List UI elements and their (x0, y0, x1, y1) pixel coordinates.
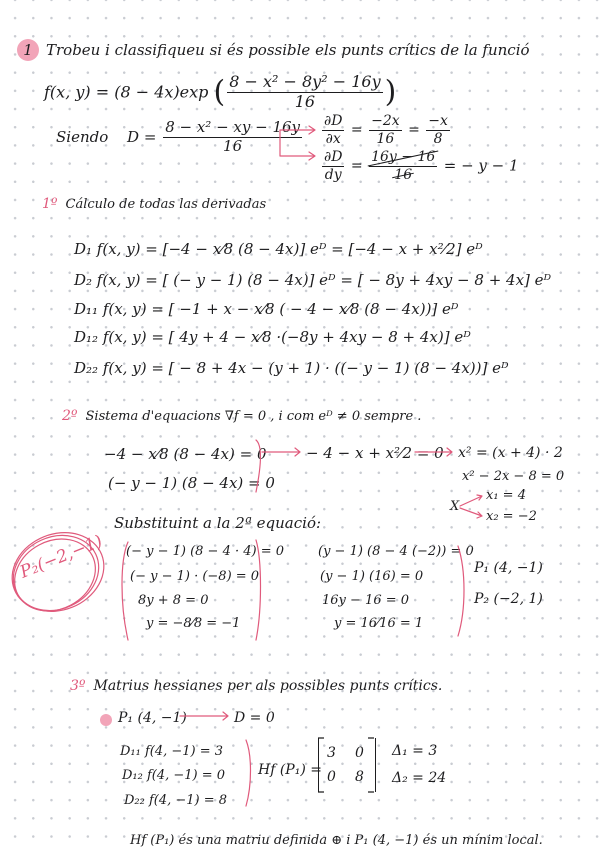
roots-x: X (450, 499, 460, 514)
step-1-heading: 1º Cálculo de todas las derivadas (42, 196, 267, 212)
arrow-system-to-mid (262, 448, 300, 456)
subst-right-1: (y − 1) (8 − 4 (−2)) = 0 (318, 544, 474, 559)
delta-1: Δ₁ = 3 (392, 743, 438, 759)
system-eq-1: −4 − x⁄8 (8 − 4x) = 0 (104, 445, 267, 463)
hessian-label: Hf (P₁) = (258, 762, 322, 778)
step-2-heading: 2º Sistema d'equacions ∇f = 0 , i com eᴰ ≠ 0 sempre . (62, 408, 422, 424)
subst-right-4: y = 16⁄16 = 1 (334, 616, 424, 631)
derivative-d12: D₁₂ f(x, y) = [ 4y + 4 − x⁄8 ·(−8y + 4xy − 8 + 4x)] eᴰ (74, 328, 471, 346)
partial-d-y: $\frac{\partial D}{dy}$ = $\frac{16y - 16}{16}$ = − y − 1 (324, 149, 519, 183)
arrow-x1 (460, 495, 482, 506)
root-x2: x₂ = −2 (486, 509, 537, 524)
hess-d12: D₁₂ f(4, −1) = 0 (122, 768, 226, 783)
hess-d-value: D = 0 (234, 710, 275, 726)
subst-right-2: (y − 1) (16) = 0 (320, 569, 424, 584)
arrow-x2 (460, 508, 482, 518)
subst-left-3: 8y + 8 = 0 (138, 593, 209, 608)
matrix-11: 3 (327, 745, 336, 761)
bracket-points (458, 546, 464, 636)
system-r1: x² = (x + 4) · 2 (458, 445, 563, 461)
problem-number-badge: 1 (17, 39, 39, 61)
derivative-d1: D₁ f(x, y) = [−4 − x⁄8 (8 − 4x)] eᴰ = [−4 − x + x²⁄2] eᴰ (74, 240, 483, 258)
system-r2: x² − 2x − 8 = 0 (462, 469, 565, 484)
siendo-definition: Siendo D = $\frac{\text{8 − x² − xy − 16y}}{16}$ (56, 118, 301, 155)
bullet-dot (100, 714, 112, 726)
partial-d-x: $\frac{\partial D}{\partial x}$ = $\frac{-2x}{16}$ = $\frac{-x}{8}$ (324, 113, 448, 147)
matrix-12: 0 (355, 745, 364, 761)
hessian-matrix (318, 738, 376, 792)
circled-point-p2: P₂(−2,−1) (17, 531, 106, 583)
bracket-hess (246, 740, 251, 806)
system-eq-2: (− y − 1) (8 − 4x) = 0 (108, 474, 275, 492)
point-p1: P₁ (4, −1) (474, 560, 543, 576)
matrix-21: 0 (327, 769, 336, 785)
derivative-d2: D₂ f(x, y) = [ (− y − 1) (8 − 4x)] eᴰ = [ − 8y + 4xy − 8 + 4x] eᴰ (74, 271, 552, 289)
subst-left-2: (− y − 1) · (−8) = 0 (130, 569, 260, 584)
delta-2: Δ₂ = 24 (392, 770, 447, 786)
derivative-d11: D₁₁ f(x, y) = [ −1 + x − x⁄8 ( − 4 − x⁄8 (8 − 4x))] eᴰ (74, 300, 459, 318)
hess-d22: D₂₂ f(4, −1) = 8 (124, 793, 228, 808)
subst-right-3: 16y − 16 = 0 (322, 593, 410, 608)
root-x1: x₁ = 4 (486, 488, 526, 503)
conclusion: Hf (P₁) és una matriu definida ⊕ i P₁ (4, −1) és un mínim local. (130, 833, 543, 848)
hess-point: P₁ (4, −1) (118, 710, 187, 726)
step-3-heading: 3º Matrius hessianes per als possibles punts crítics. (70, 678, 443, 694)
hess-d11: D₁₁ f(4, −1) = 3 (120, 744, 224, 759)
function-definition: f(x, y) = (8 − 4x)exp ( $\frac{\text{8 − x² − 8y² − 16y}}{16}$ ) (44, 72, 397, 111)
problem-title: Trobeu i classifiqueu si és possible els punts crítics de la funció (46, 41, 530, 59)
subst-left-4: y = −8⁄8 = −1 (146, 616, 241, 631)
derivative-d22: D₂₂ f(x, y) = [ − 8 + 4x − (y + 1) · ((− y − 1) (8 − 4x))] eᴰ (74, 359, 509, 377)
exp-fraction: $\frac{\text{8 − x² − 8y² − 16y}}{16}$ (229, 72, 381, 111)
arrow-hess (180, 712, 228, 720)
system-mid: − 4 − x + x²⁄2 = 0 (306, 444, 444, 462)
subst-left-1: (− y − 1) (8 − 4 · 4) = 0 (126, 544, 285, 559)
matrix-22: 8 (355, 769, 364, 785)
subst-heading: Substituint a la 2ª equació: (114, 514, 322, 532)
point-p2: P₂ (−2, 1) (474, 591, 543, 607)
